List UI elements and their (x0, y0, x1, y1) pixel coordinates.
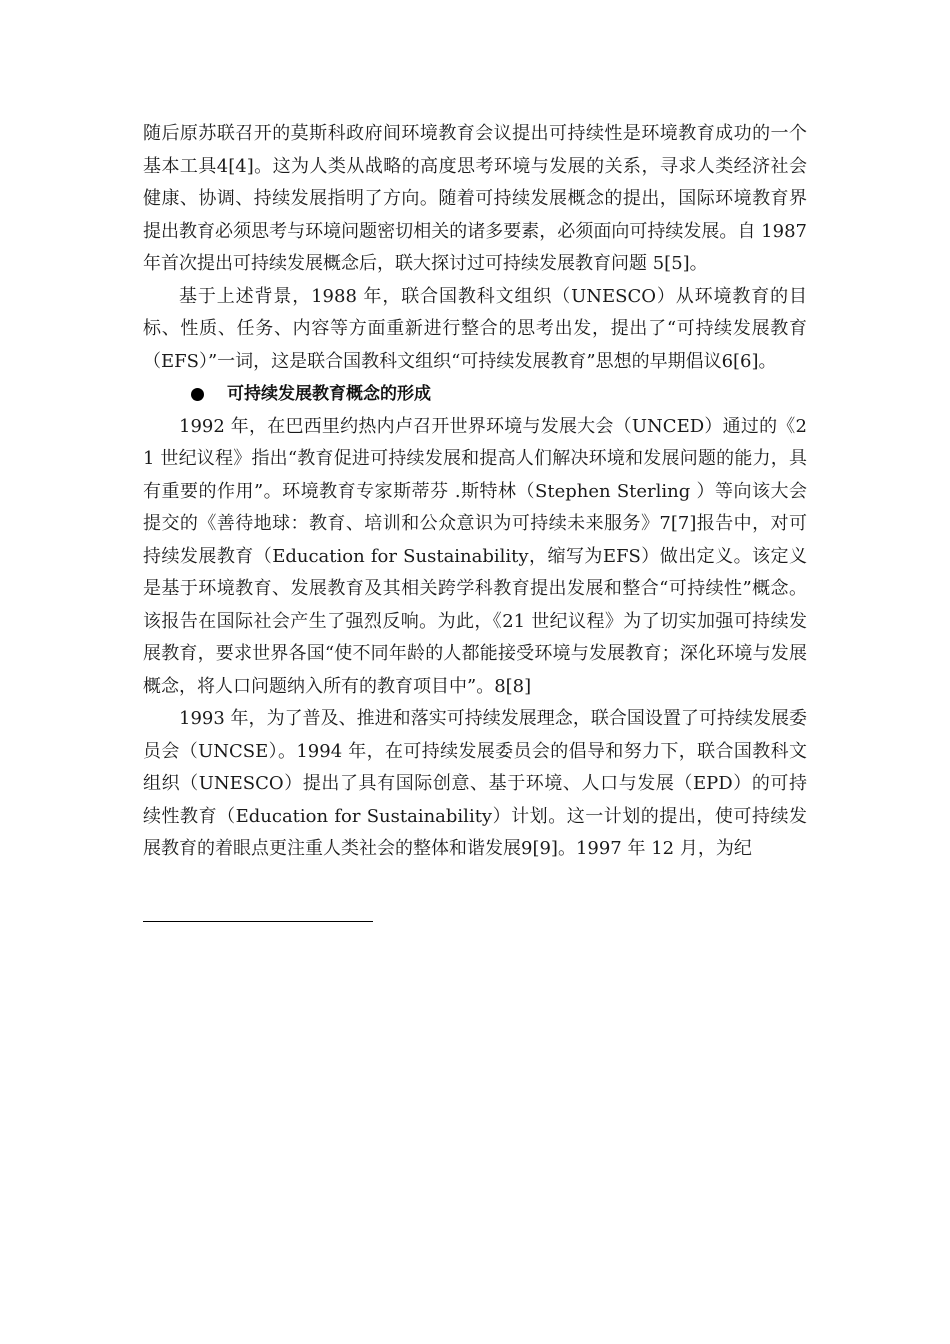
paragraph-3: 1992 年，在巴西里约热内卢召开世界环境与发展大会（UNCED）通过的《21 世纪议程》指出“教育促进可持续发展和提高人们解决环境和发展问题的能力，具有重要的作用”。环境教育专家斯蒂芬 .斯特林（Stephen Sterling ）等向该大会提交的《善待地球：教育、培训和公众意识为可持续未来服务》7[7]报告中，对可持续发展教育（Education for Sustainability，缩写为EFS）做出定义。该定义是基于环境教育、发展教育及其相关跨学科教育提出发展和整合“可持续性”概念。该报告在国际社会产生了强烈反响。为此，《21 世纪议程》为了切实加强可持续发展教育，要求世界各国“使不同年龄的人都能接受环境与发展教育；深化环境与发展概念，将人口问题纳入所有的教育项目中”。8[8] (143, 415, 807, 697)
section-heading-text: 可持续发展教育概念的形成 (227, 384, 431, 404)
footnote-divider (143, 921, 373, 922)
body-text (143, 118, 807, 866)
paragraph-2: 基于上述背景，1988 年，联合国教科文组织（UNESCO）从环境教育的目标、性质、任务、内容等方面重新进行整合的思考出发，提出了“可持续发展教育（EFS）”一词，这是联合国教科文组织“可持续发展教育”思想的早期倡议6[6]。 (143, 285, 807, 372)
section-heading (143, 378, 807, 411)
paragraph-1: 随后原苏联召开的莫斯科政府间环境教育会议提出可持续性是环境教育成功的一个基本工具4[4]。这为人类从战略的高度思考环境与发展的关系，寻求人类经济社会健康、协调、持续发展指明了方向。随着可持续发展概念的提出，国际环境教育界提出教育必须思考与环境问题密切相关的诸多要素，必须面向可持续发展。自 1987 年首次提出可持续发展概念后，联大探讨过可持续发展教育问题 5[5]。 (143, 123, 807, 274)
paragraph-4: 1993 年，为了普及、推进和落实可持续发展理念，联合国设置了可持续发展委员会（UNCSE）。1994 年，在可持续发展委员会的倡导和努力下，联合国教科文组织（UNESCO）提出了具有国际创意、基于环境、人口与发展（EPD）的可持续性教育（Education for Sustainability）计划。这一计划的提出，使可持续发展教育的着眼点更注重人类社会的整体和谐发展9[9]。1997 年 12 月，为纪 (143, 708, 807, 859)
bullet-icon (191, 388, 204, 401)
